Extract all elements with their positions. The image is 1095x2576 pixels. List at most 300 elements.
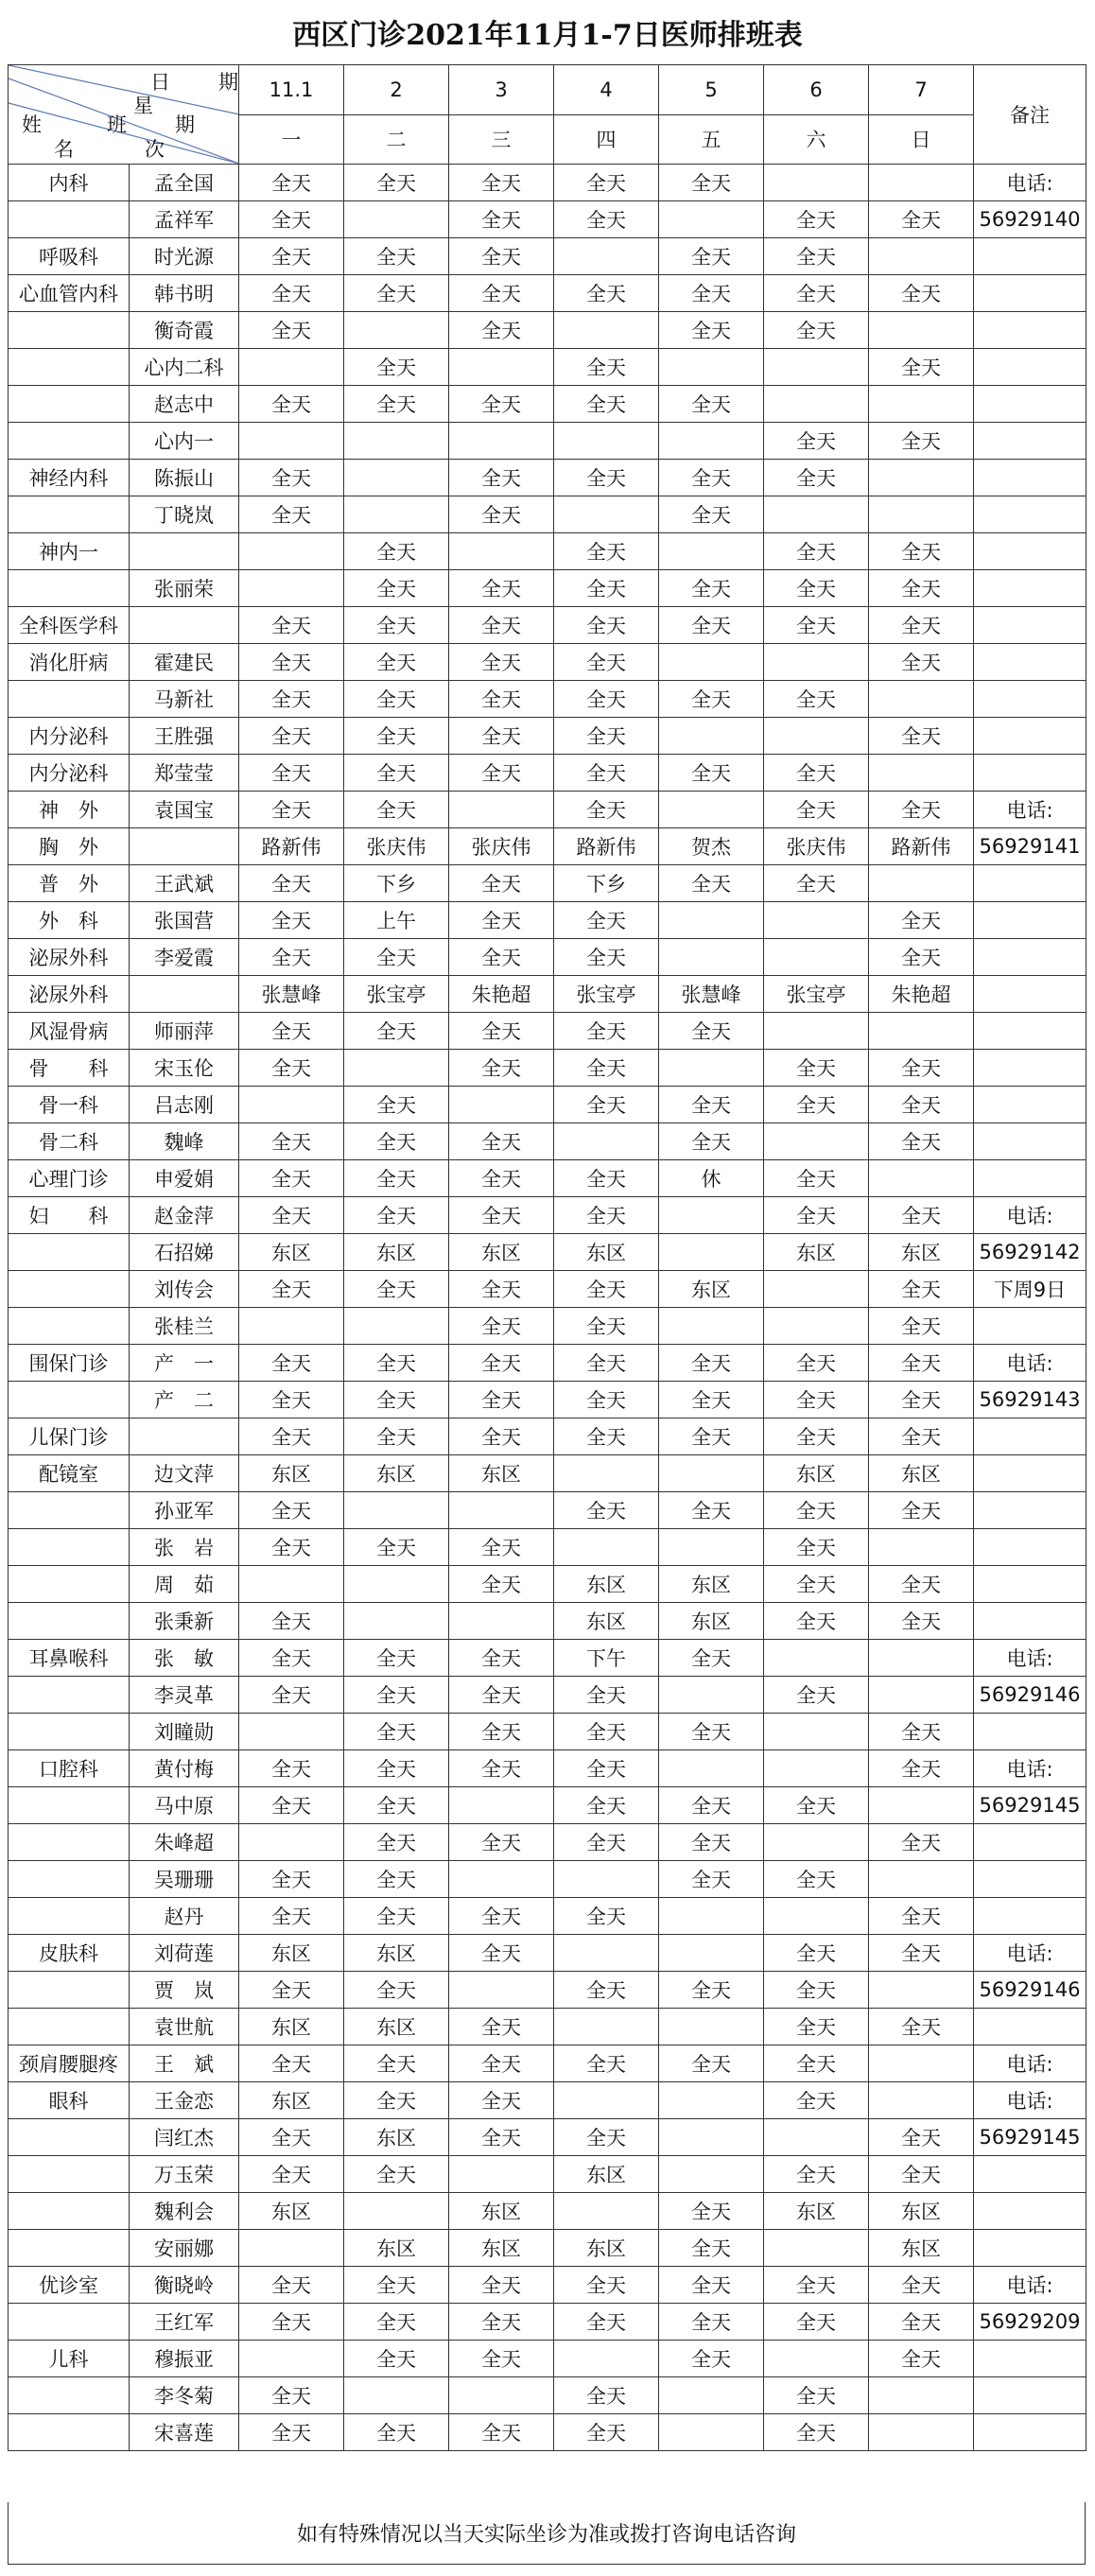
doctor-cell: 万玉荣 bbox=[130, 2156, 239, 2193]
shift-cell: 全天 bbox=[554, 607, 659, 644]
shift-cell: 全天 bbox=[239, 1419, 344, 1455]
shift-cell bbox=[449, 349, 554, 386]
shift-cell: 全天 bbox=[239, 681, 344, 718]
note-cell bbox=[974, 976, 1086, 1013]
shift-cell: 全天 bbox=[344, 718, 449, 755]
shift-cell: 全天 bbox=[239, 275, 344, 312]
note-cell bbox=[974, 1050, 1086, 1087]
dept-cell: 风湿骨病 bbox=[9, 1013, 130, 1050]
corner-label-qi2: 期 bbox=[175, 113, 195, 136]
table-row bbox=[9, 349, 1086, 386]
shift-cell: 全天 bbox=[869, 2341, 974, 2377]
shift-cell bbox=[659, 201, 764, 238]
dept-cell: 口腔科 bbox=[9, 1750, 130, 1787]
shift-cell: 全天 bbox=[344, 1087, 449, 1123]
shift-cell bbox=[764, 718, 869, 755]
shift-cell: 全天 bbox=[449, 1824, 554, 1861]
schedule-table bbox=[8, 64, 1086, 2451]
shift-cell: 全天 bbox=[554, 1197, 659, 1234]
shift-cell: 全天 bbox=[554, 1050, 659, 1087]
doctor-cell bbox=[130, 976, 239, 1013]
shift-cell bbox=[869, 681, 974, 718]
shift-cell: 全天 bbox=[764, 1677, 869, 1714]
shift-cell: 全天 bbox=[659, 2230, 764, 2267]
shift-cell: 全天 bbox=[344, 2304, 449, 2341]
table-row bbox=[9, 1824, 1086, 1861]
table-row bbox=[9, 1271, 1086, 1308]
shift-cell: 全天 bbox=[239, 1123, 344, 1160]
shift-cell: 张庆伟 bbox=[764, 828, 869, 865]
doctor-cell: 心内二科 bbox=[130, 349, 239, 386]
note-cell bbox=[974, 275, 1086, 312]
shift-cell bbox=[239, 1714, 344, 1750]
shift-cell: 全天 bbox=[764, 2156, 869, 2193]
table-row bbox=[9, 976, 1086, 1013]
shift-cell: 全天 bbox=[239, 460, 344, 496]
dept-cell bbox=[9, 423, 130, 460]
shift-cell bbox=[344, 423, 449, 460]
shift-cell: 全天 bbox=[239, 1271, 344, 1308]
shift-cell: 全天 bbox=[449, 570, 554, 607]
shift-cell: 全天 bbox=[554, 2377, 659, 2414]
shift-cell bbox=[659, 1050, 764, 1087]
note-cell bbox=[974, 681, 1086, 718]
shift-cell bbox=[764, 2341, 869, 2377]
shift-cell bbox=[764, 1640, 869, 1677]
dept-cell bbox=[9, 2193, 130, 2230]
shift-cell: 全天 bbox=[764, 792, 869, 828]
dept-cell: 骨 科 bbox=[9, 1050, 130, 1087]
dept-cell bbox=[9, 1861, 130, 1898]
shift-cell: 全天 bbox=[554, 1419, 659, 1455]
note-cell bbox=[974, 533, 1086, 570]
shift-cell: 路新伟 bbox=[554, 828, 659, 865]
doctor-cell: 产 一 bbox=[130, 1345, 239, 1382]
shift-cell: 张慧峰 bbox=[239, 976, 344, 1013]
shift-cell bbox=[659, 1455, 764, 1492]
shift-cell: 全天 bbox=[869, 1714, 974, 1750]
shift-cell: 全天 bbox=[449, 718, 554, 755]
table-row bbox=[9, 2267, 1086, 2304]
shift-cell: 全天 bbox=[659, 275, 764, 312]
shift-cell bbox=[239, 2230, 344, 2267]
doctor-cell: 穆振亚 bbox=[130, 2341, 239, 2377]
shift-cell: 全天 bbox=[449, 865, 554, 902]
note-cell bbox=[974, 607, 1086, 644]
doctor-cell: 张秉新 bbox=[130, 1603, 239, 1640]
shift-cell: 全天 bbox=[869, 644, 974, 681]
dept-cell bbox=[9, 2414, 130, 2451]
doctor-cell: 吕志刚 bbox=[130, 1087, 239, 1123]
shift-cell: 全天 bbox=[449, 2119, 554, 2156]
note-cell bbox=[974, 2377, 1086, 2414]
table-row bbox=[9, 238, 1086, 275]
shift-cell: 全天 bbox=[659, 755, 764, 792]
shift-cell: 全天 bbox=[869, 570, 974, 607]
shift-cell: 全天 bbox=[239, 1050, 344, 1087]
shift-cell: 全天 bbox=[659, 1824, 764, 1861]
shift-cell bbox=[449, 1492, 554, 1529]
shift-cell bbox=[659, 1935, 764, 1972]
shift-cell: 全天 bbox=[764, 2009, 869, 2045]
shift-cell bbox=[449, 1087, 554, 1123]
shift-cell: 全天 bbox=[449, 1013, 554, 1050]
shift-cell: 全天 bbox=[554, 1308, 659, 1345]
shift-cell: 东区 bbox=[659, 1566, 764, 1603]
dept-cell bbox=[9, 1787, 130, 1824]
note-cell bbox=[974, 1455, 1086, 1492]
dept-cell bbox=[9, 1714, 130, 1750]
shift-cell: 全天 bbox=[869, 2304, 974, 2341]
shift-cell bbox=[554, 2082, 659, 2119]
shift-cell bbox=[239, 1087, 344, 1123]
dept-cell: 儿保门诊 bbox=[9, 1419, 130, 1455]
shift-cell: 全天 bbox=[764, 275, 869, 312]
corner-label-ban: 班 bbox=[107, 113, 127, 136]
shift-cell bbox=[869, 2082, 974, 2119]
dept-cell bbox=[9, 1529, 130, 1566]
shift-cell: 全天 bbox=[869, 1050, 974, 1087]
shift-cell: 全天 bbox=[659, 312, 764, 349]
doctor-cell bbox=[130, 607, 239, 644]
shift-cell bbox=[554, 1123, 659, 1160]
shift-cell: 全天 bbox=[659, 1640, 764, 1677]
shift-cell: 全天 bbox=[449, 1308, 554, 1345]
doctor-cell: 孙亚军 bbox=[130, 1492, 239, 1529]
shift-cell: 全天 bbox=[344, 570, 449, 607]
shift-cell: 全天 bbox=[344, 2414, 449, 2451]
shift-cell: 全天 bbox=[869, 275, 974, 312]
table-row bbox=[9, 1529, 1086, 1566]
shift-cell: 全天 bbox=[764, 2082, 869, 2119]
dept-cell: 神内一 bbox=[9, 533, 130, 570]
shift-cell: 全天 bbox=[764, 423, 869, 460]
dept-cell bbox=[9, 1677, 130, 1714]
table-row bbox=[9, 1197, 1086, 1234]
shift-cell: 张慧峰 bbox=[659, 976, 764, 1013]
shift-cell: 全天 bbox=[659, 1492, 764, 1529]
table-row bbox=[9, 718, 1086, 755]
note-cell: 电话: bbox=[974, 1345, 1086, 1382]
shift-cell: 全天 bbox=[869, 1271, 974, 1308]
shift-cell: 全天 bbox=[869, 1935, 974, 1972]
shift-cell: 全天 bbox=[554, 718, 659, 755]
corner-label-qi1: 期 bbox=[218, 71, 238, 94]
shift-cell: 全天 bbox=[239, 1640, 344, 1677]
shift-cell: 全天 bbox=[344, 1750, 449, 1787]
shift-cell bbox=[869, 865, 974, 902]
doctor-cell: 贾 岚 bbox=[130, 1972, 239, 2009]
shift-cell bbox=[554, 496, 659, 533]
shift-cell: 全天 bbox=[554, 792, 659, 828]
shift-cell: 全天 bbox=[239, 312, 344, 349]
table-row bbox=[9, 165, 1086, 201]
note-cell bbox=[974, 2230, 1086, 2267]
dept-cell bbox=[9, 2304, 130, 2341]
shift-cell: 全天 bbox=[764, 312, 869, 349]
note-cell bbox=[974, 238, 1086, 275]
shift-cell bbox=[764, 165, 869, 201]
dept-cell: 神经内科 bbox=[9, 460, 130, 496]
shift-cell bbox=[869, 1160, 974, 1197]
shift-cell: 张庆伟 bbox=[344, 828, 449, 865]
shift-cell: 全天 bbox=[659, 2341, 764, 2377]
shift-cell: 东区 bbox=[449, 1455, 554, 1492]
shift-cell: 东区 bbox=[449, 2193, 554, 2230]
shift-cell: 全天 bbox=[239, 644, 344, 681]
note-cell bbox=[974, 1529, 1086, 1566]
dept-cell bbox=[9, 201, 130, 238]
doctor-cell: 心内一 bbox=[130, 423, 239, 460]
date-cell: 7 bbox=[869, 65, 974, 115]
shift-cell: 全天 bbox=[764, 865, 869, 902]
shift-cell: 全天 bbox=[239, 238, 344, 275]
shift-cell: 全天 bbox=[239, 2377, 344, 2414]
shift-cell bbox=[239, 1566, 344, 1603]
table-row bbox=[9, 201, 1086, 238]
corner-label-xing: 星 bbox=[133, 95, 153, 117]
shift-cell bbox=[869, 496, 974, 533]
shift-cell: 全天 bbox=[554, 2267, 659, 2304]
shift-cell: 全天 bbox=[239, 386, 344, 423]
weekday-cell: 四 bbox=[554, 114, 659, 165]
shift-cell: 全天 bbox=[869, 1197, 974, 1234]
shift-cell: 全天 bbox=[239, 2045, 344, 2082]
table-row bbox=[9, 1566, 1086, 1603]
doctor-cell: 魏峰 bbox=[130, 1123, 239, 1160]
shift-cell: 全天 bbox=[659, 1087, 764, 1123]
dept-cell bbox=[9, 570, 130, 607]
shift-cell: 全天 bbox=[764, 2414, 869, 2451]
shift-cell: 全天 bbox=[344, 275, 449, 312]
shift-cell: 东区 bbox=[449, 2230, 554, 2267]
table-row bbox=[9, 939, 1086, 976]
shift-cell: 全天 bbox=[239, 1750, 344, 1787]
note-cell: 56929145 bbox=[974, 2119, 1086, 2156]
doctor-cell: 宋喜莲 bbox=[130, 2414, 239, 2451]
shift-cell bbox=[659, 349, 764, 386]
shift-cell bbox=[659, 533, 764, 570]
note-cell: 电话: bbox=[974, 2045, 1086, 2082]
note-cell bbox=[974, 1898, 1086, 1935]
shift-cell: 东区 bbox=[659, 1603, 764, 1640]
shift-cell: 全天 bbox=[554, 165, 659, 201]
note-cell bbox=[974, 496, 1086, 533]
shift-cell bbox=[764, 1123, 869, 1160]
shift-cell: 全天 bbox=[659, 1123, 764, 1160]
shift-cell: 全天 bbox=[449, 1123, 554, 1160]
note-cell: 56929142 bbox=[974, 1234, 1086, 1271]
doctor-cell: 闫红杰 bbox=[130, 2119, 239, 2156]
shift-cell: 全天 bbox=[344, 792, 449, 828]
shift-cell: 东区 bbox=[344, 1234, 449, 1271]
shift-cell: 全天 bbox=[659, 1714, 764, 1750]
table-row bbox=[9, 2193, 1086, 2230]
shift-cell: 全天 bbox=[764, 1345, 869, 1382]
shift-cell: 全天 bbox=[239, 939, 344, 976]
shift-cell bbox=[659, 1677, 764, 1714]
doctor-cell: 安丽娜 bbox=[130, 2230, 239, 2267]
dept-cell: 皮肤科 bbox=[9, 1935, 130, 1972]
doctor-cell: 石招娣 bbox=[130, 1234, 239, 1271]
table-row bbox=[9, 1382, 1086, 1419]
shift-cell bbox=[659, 902, 764, 939]
table-row bbox=[9, 496, 1086, 533]
weekday-cell: 二 bbox=[344, 114, 449, 165]
note-cell bbox=[974, 2193, 1086, 2230]
shift-cell: 全天 bbox=[764, 607, 869, 644]
doctor-cell: 张 岩 bbox=[130, 1529, 239, 1566]
shift-cell bbox=[764, 349, 869, 386]
shift-cell: 全天 bbox=[239, 165, 344, 201]
dept-cell bbox=[9, 1898, 130, 1935]
shift-cell: 全天 bbox=[554, 1972, 659, 2009]
note-cell bbox=[974, 460, 1086, 496]
shift-cell: 东区 bbox=[239, 2193, 344, 2230]
doctor-cell: 王 斌 bbox=[130, 2045, 239, 2082]
shift-cell: 全天 bbox=[659, 681, 764, 718]
shift-cell: 全天 bbox=[344, 533, 449, 570]
table-row bbox=[9, 1455, 1086, 1492]
doctor-cell: 孟全国 bbox=[130, 165, 239, 201]
table-row bbox=[9, 1123, 1086, 1160]
table-row bbox=[9, 2119, 1086, 2156]
shift-cell: 东区 bbox=[764, 2193, 869, 2230]
note-cell bbox=[974, 1013, 1086, 1050]
shift-cell: 全天 bbox=[659, 570, 764, 607]
shift-cell bbox=[554, 2009, 659, 2045]
shift-cell: 全天 bbox=[239, 2267, 344, 2304]
doctor-cell bbox=[130, 533, 239, 570]
dept-cell: 妇 科 bbox=[9, 1197, 130, 1234]
dept-cell bbox=[9, 1308, 130, 1345]
shift-cell: 下乡 bbox=[554, 865, 659, 902]
shift-cell: 全天 bbox=[449, 312, 554, 349]
shift-cell: 全天 bbox=[239, 2304, 344, 2341]
shift-cell: 全天 bbox=[239, 2156, 344, 2193]
shift-cell bbox=[449, 423, 554, 460]
shift-cell: 东区 bbox=[869, 1234, 974, 1271]
note-cell bbox=[974, 1308, 1086, 1345]
shift-cell: 全天 bbox=[869, 718, 974, 755]
dept-cell: 骨二科 bbox=[9, 1123, 130, 1160]
shift-cell: 全天 bbox=[764, 2304, 869, 2341]
doctor-cell: 衡晓岭 bbox=[130, 2267, 239, 2304]
shift-cell: 全天 bbox=[764, 755, 869, 792]
shift-cell bbox=[764, 1898, 869, 1935]
shift-cell: 全天 bbox=[869, 1308, 974, 1345]
dept-cell: 泌尿外科 bbox=[9, 939, 130, 976]
shift-cell: 全天 bbox=[659, 496, 764, 533]
note-cell: 56929140 bbox=[974, 201, 1086, 238]
shift-cell bbox=[659, 2156, 764, 2193]
note-cell bbox=[974, 570, 1086, 607]
note-cell: 56929145 bbox=[974, 1787, 1086, 1824]
shift-cell: 全天 bbox=[764, 570, 869, 607]
shift-cell bbox=[344, 201, 449, 238]
shift-cell: 全天 bbox=[554, 1824, 659, 1861]
dept-cell bbox=[9, 1234, 130, 1271]
shift-cell bbox=[239, 2341, 344, 2377]
shift-cell: 东区 bbox=[659, 1271, 764, 1308]
shift-cell: 东区 bbox=[239, 2009, 344, 2045]
shift-cell bbox=[659, 2377, 764, 2414]
shift-cell: 全天 bbox=[659, 165, 764, 201]
shift-cell: 全天 bbox=[764, 533, 869, 570]
shift-cell: 全天 bbox=[449, 201, 554, 238]
shift-cell: 全天 bbox=[764, 1492, 869, 1529]
shift-cell: 全天 bbox=[344, 681, 449, 718]
shift-cell bbox=[869, 312, 974, 349]
shift-cell: 全天 bbox=[764, 1087, 869, 1123]
shift-cell: 全天 bbox=[449, 939, 554, 976]
shift-cell: 全天 bbox=[239, 2119, 344, 2156]
doctor-cell: 张桂兰 bbox=[130, 1308, 239, 1345]
shift-cell: 全天 bbox=[239, 607, 344, 644]
shift-cell: 全天 bbox=[764, 1050, 869, 1087]
shift-cell: 全天 bbox=[344, 2267, 449, 2304]
shift-cell: 全天 bbox=[764, 1160, 869, 1197]
doctor-cell: 张 敏 bbox=[130, 1640, 239, 1677]
shift-cell: 全天 bbox=[554, 939, 659, 976]
shift-cell bbox=[869, 1640, 974, 1677]
shift-cell bbox=[659, 1234, 764, 1271]
doctor-cell: 申爱娟 bbox=[130, 1160, 239, 1197]
table-row bbox=[9, 1861, 1086, 1898]
shift-cell: 全天 bbox=[869, 423, 974, 460]
doctor-cell: 刘瞳勋 bbox=[130, 1714, 239, 1750]
shift-cell: 全天 bbox=[764, 1382, 869, 1419]
note-cell bbox=[974, 1824, 1086, 1861]
shift-cell: 全天 bbox=[554, 201, 659, 238]
dept-cell: 儿科 bbox=[9, 2341, 130, 2377]
shift-cell: 全天 bbox=[449, 902, 554, 939]
table-row bbox=[9, 2082, 1086, 2119]
note-cell bbox=[974, 1603, 1086, 1640]
dept-cell bbox=[9, 496, 130, 533]
shift-cell bbox=[764, 644, 869, 681]
shift-cell: 全天 bbox=[449, 1529, 554, 1566]
shift-cell: 全天 bbox=[659, 1013, 764, 1050]
shift-cell: 全天 bbox=[344, 1160, 449, 1197]
table-row bbox=[9, 1492, 1086, 1529]
shift-cell: 全天 bbox=[659, 1419, 764, 1455]
shift-cell: 东区 bbox=[554, 2230, 659, 2267]
doctor-cell: 宋玉伦 bbox=[130, 1050, 239, 1087]
shift-cell: 全天 bbox=[764, 201, 869, 238]
note-cell bbox=[974, 1123, 1086, 1160]
shift-cell: 全天 bbox=[554, 1160, 659, 1197]
table-row bbox=[9, 570, 1086, 607]
shift-cell: 全天 bbox=[344, 644, 449, 681]
shift-cell: 全天 bbox=[344, 386, 449, 423]
shift-cell: 东区 bbox=[869, 1455, 974, 1492]
dept-cell bbox=[9, 2377, 130, 2414]
doctor-cell: 刘传会 bbox=[130, 1271, 239, 1308]
doctor-cell: 袁世航 bbox=[130, 2009, 239, 2045]
shift-cell bbox=[449, 2377, 554, 2414]
shift-cell: 全天 bbox=[239, 718, 344, 755]
shift-cell bbox=[659, 1898, 764, 1935]
table-row bbox=[9, 1345, 1086, 1382]
shift-cell: 全天 bbox=[554, 1492, 659, 1529]
shift-cell: 全天 bbox=[239, 1861, 344, 1898]
shift-cell bbox=[659, 2082, 764, 2119]
dept-cell bbox=[9, 1972, 130, 2009]
doctor-cell: 黄付梅 bbox=[130, 1750, 239, 1787]
shift-cell: 全天 bbox=[764, 1861, 869, 1898]
note-cell bbox=[974, 1714, 1086, 1750]
